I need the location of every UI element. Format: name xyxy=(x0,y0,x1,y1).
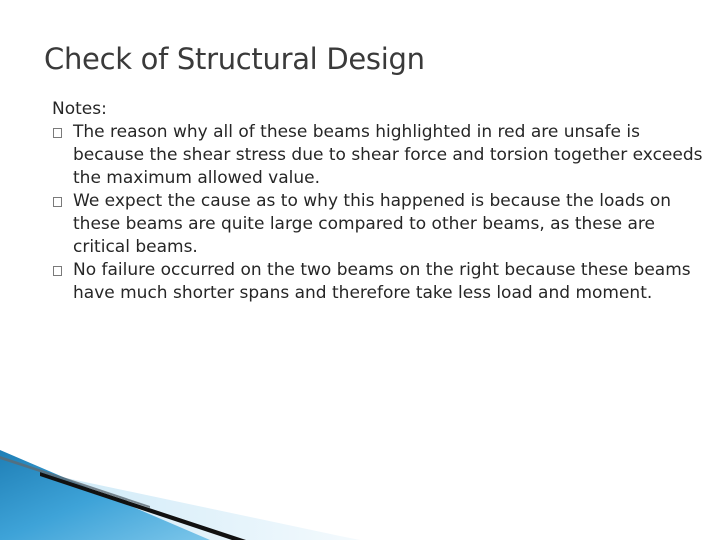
notes-heading: Notes: xyxy=(52,99,107,119)
bullet-item xyxy=(52,259,712,305)
bullet-item xyxy=(52,121,712,190)
slide-title: Check of Structural Design xyxy=(44,42,425,76)
bullet-item xyxy=(52,190,712,259)
bullet-text: The reason why all of these beams highlighted in red are unsafe is because the shear stress due to shear force and torsion together exceeds the maximum allowed value. xyxy=(73,122,703,188)
bullet-text: We expect the cause as to why this happened is because the loads on these beams are quite large compared to other beams, as these are critical beams. xyxy=(73,191,672,257)
square-bullet-icon xyxy=(53,128,62,138)
slide-body xyxy=(52,98,712,305)
bullet-list xyxy=(52,121,712,305)
square-bullet-icon xyxy=(53,197,62,207)
corner-stripes-decoration xyxy=(0,450,360,540)
bullet-text: No failure occurred on the two beams on the right because these beams have much shorter spans and therefore take less load and moment. xyxy=(73,260,691,303)
square-bullet-icon xyxy=(53,266,62,276)
